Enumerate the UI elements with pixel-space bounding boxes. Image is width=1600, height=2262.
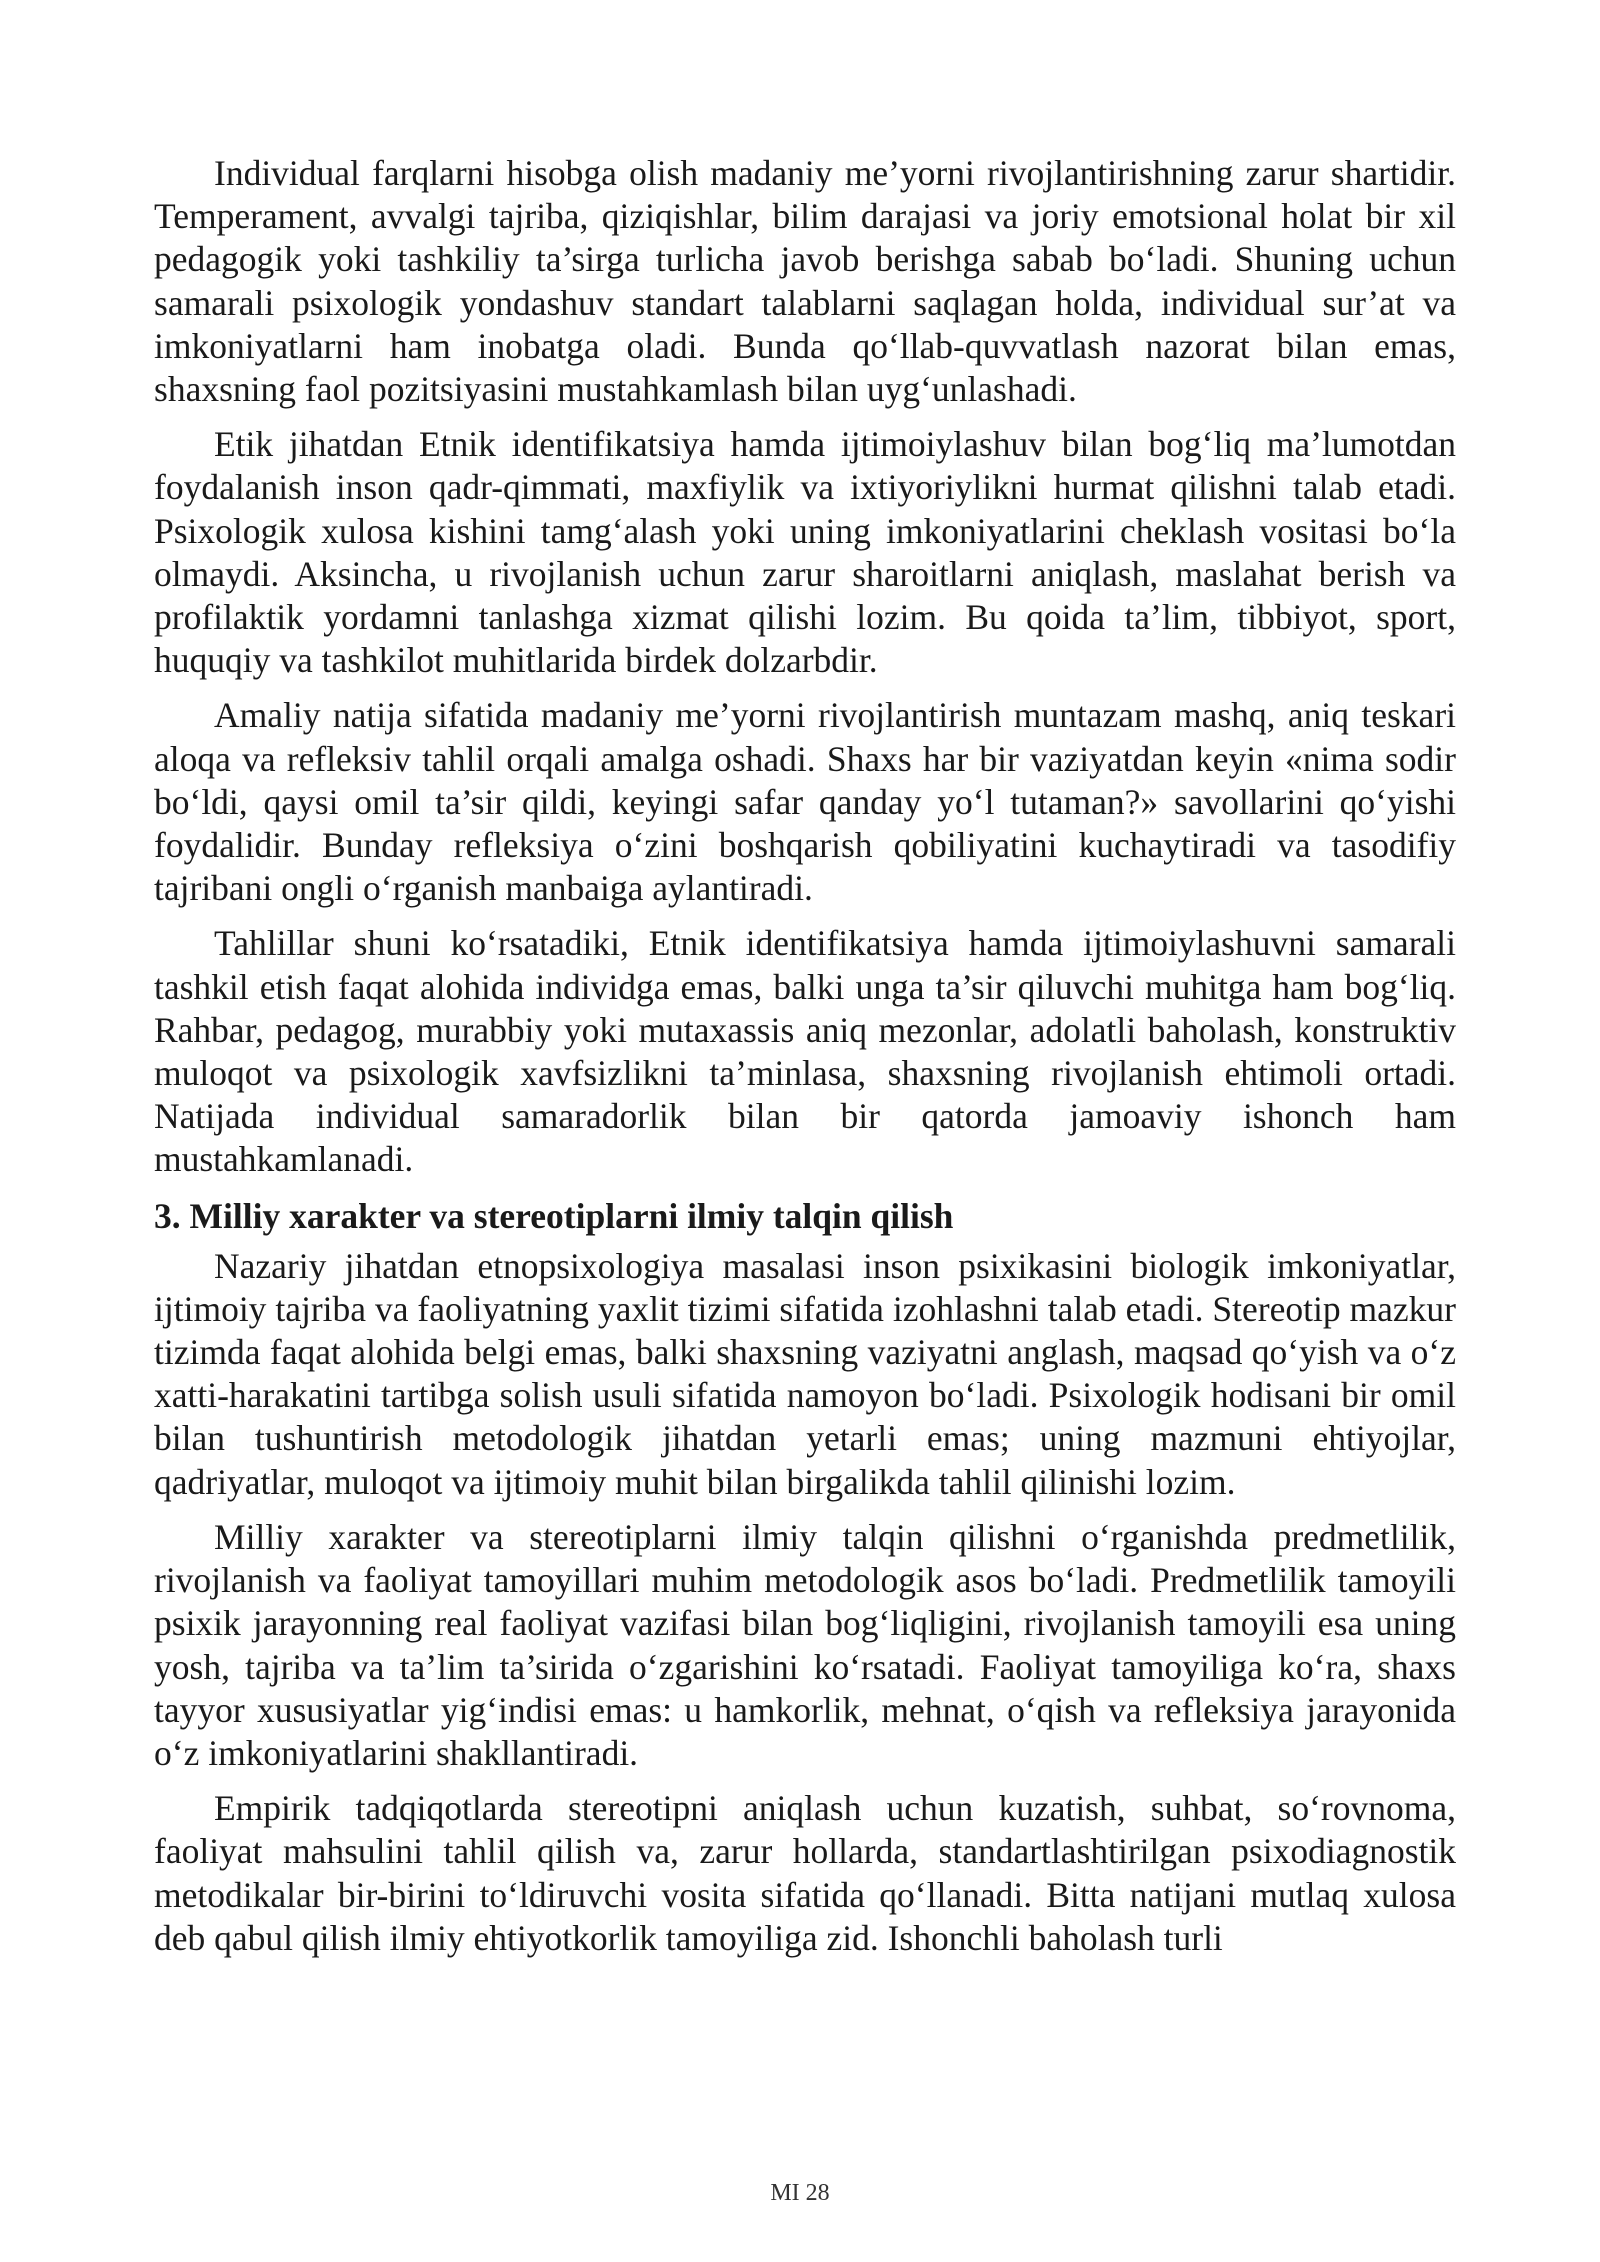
paragraph-theory: Nazariy jihatdan etnopsixologiya masalasi inson psixikasini biologik imkoniyatlar, ijtimoiy tajriba va faoliyatning yaxlit tizimi sifatida izohlashni talab etadi. Stereotip mazkur tizimda faqat alohida belgi emas, balki shaxsning vaziyatni anglash, maqsad qo‘yish va o‘z xatti-harakatini tartibga solish usuli sifatida namoyon bo‘ladi. Psixologik hodisani bir omil bilan tushuntirish metodologik jihatdan yetarli emas; uning mazmuni ehtiyojlar, qadriyatlar, muloqot va ijtimoiy muhit bilan birgalikda tahlil qilinishi lozim.: [154, 1245, 1456, 1502]
paragraph-analysis: Tahlillar shuni ko‘rsatadiki, Etnik identifikatsiya hamda ijtimoiylashuvni samarali tashkil etish faqat alohida individga emas, balki unga ta’sir qiluvchi muhitga ham bog‘liq. Rahbar, pedagog, murabbiy yoki mutaxassis aniq mezonlar, adolatli baholash, konstruktiv muloqot va psixologik xavfsizlikni ta’minlasa, shaxsning rivojlanish ehtimoli ortadi. Natijada individual samaradorlik bilan bir qatorda jamoaviy ishonch ham mustahkamlanadi.: [154, 923, 1456, 1180]
section-heading: 3. Milliy xarakter va stereotiplarni ilmiy talqin qilish: [154, 1195, 954, 1236]
paragraph-individual-differences: Individual farqlarni hisobga olish madaniy me’yorni rivojlantirishning zarur shartidir. Temperament, avvalgi tajriba, qiziqishlar, bilim darajasi va joriy emotsional holat bir xil pedagogik yoki tashkiliy ta’sirga turlicha javob berishga sabab bo‘ladi. Shuning uchun samarali psixologik yondashuv standart talablarni saqlagan holda, individual sur’at va imkoniyatlarni ham inobatga oladi. Bunda qo‘llab-quvvatlash nazorat bilan emas, shaxsning faol pozitsiyasini mustahkamlash bilan uyg‘unlashadi.: [154, 153, 1456, 410]
page-number: MI 28: [770, 2180, 830, 2206]
paragraph-practical-result: Amaliy natija sifatida madaniy me’yorni rivojlantirish muntazam mashq, aniq teskari aloqa va refleksiv tahlil orqali amalga oshadi. Shaxs har bir vaziyatdan keyin «nima sodir bo‘ldi, qaysi omil ta’sir qildi, keyingi safar qanday yo‘l tutaman?» savollarini qo‘yishi foydalidir. Bunday refleksiya o‘zini boshqarish qobiliyatini kuchaytiradi va tasodifiy tajribani ongli o‘rganish manbaiga aylantiradi.: [154, 695, 1456, 909]
paragraph-empirical: Empirik tadqiqotlarda stereotipni aniqlash uchun kuzatish, suhbat, so‘rovnoma, faoliyat mahsulini tahlil qilish va, zarur hollarda, standartlashtirilgan psixodiagnostik metodikalar bir-birini to‘ldiruvchi vosita sifatida qo‘llanadi. Bitta natijani mutlaq xulosa deb qabul qilish ilmiy ehtiyotkorlik tamoyiliga zid. Ishonchli baholash turli: [154, 1788, 1456, 1958]
page-body: [154, 152, 1456, 1972]
paragraph-ethics: Etik jihatdan Etnik identifikatsiya hamda ijtimoiylashuv bilan bog‘liq ma’lumotdan foydalanish inson qadr-qimmati, maxfiylik va ixtiyoriylikni hurmat qilishni talab etadi. Psixologik xulosa kishini tamg‘alash yoki uning imkoniyatlarini cheklash vositasi bo‘la olmaydi. Aksincha, u rivojlanish uchun zarur sharoitlarni aniqlash, maslahat berish va profilaktik yordamni tanlashga xizmat qilishi lozim. Bu qoida ta’lim, tibbiyot, sport, huquqiy va tashkilot muhitlarida birdek dolzarbdir.: [154, 424, 1456, 681]
paragraph-principles: Milliy xarakter va stereotiplarni ilmiy talqin qilishni o‘rganishda predmetlilik, rivojlanish va faoliyat tamoyillari muhim metodologik asos bo‘ladi. Predmetlilik tamoyili psixik jarayonning real faoliyat vazifasi bilan bog‘liqligini, rivojlanish tamoyili esa uning yosh, tajriba va ta’lim ta’sirida o‘zgarishini ko‘rsatadi. Faoliyat tamoyiliga ko‘ra, shaxs tayyor xususiyatlar yig‘indisi emas: u hamkorlik, mehnat, o‘qish va refleksiya jarayonida o‘z imkoniyatlarini shakllantiradi.: [154, 1516, 1456, 1773]
